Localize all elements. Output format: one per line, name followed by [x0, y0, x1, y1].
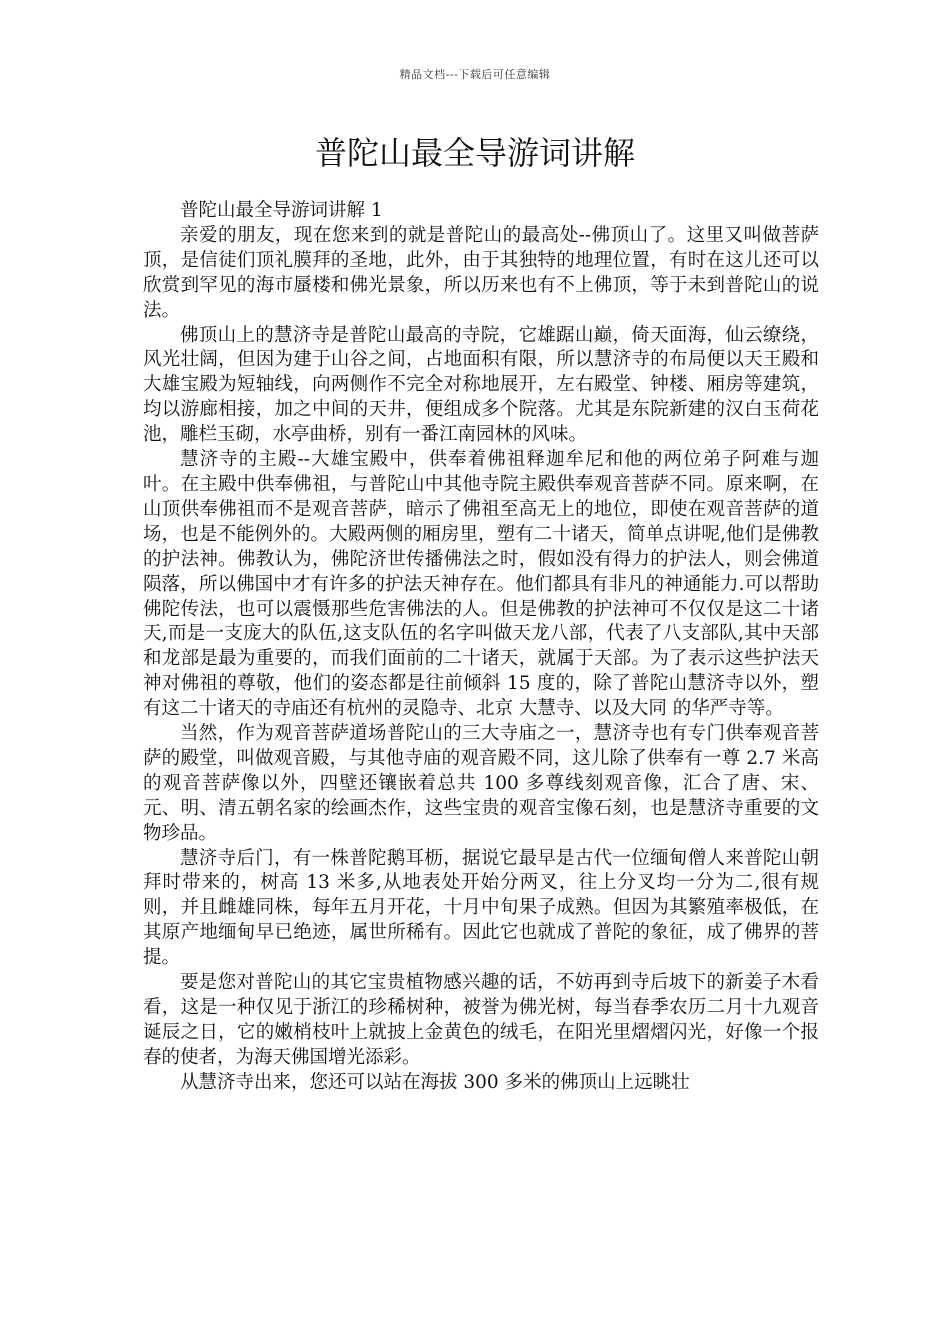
paragraph: 要是您对普陀山的其它宝贵植物感兴趣的话，不妨再到寺后坡下的新姜子木看看，这是一种仅见于浙江的珍稀树种，被誉为佛光树，每当春季农历二月十九观音诞辰之日，它的嫩梢枝叶上就披上金黄色的绒毛，在阳光里熠熠闪光，好像一个报春的使者，为海天佛国增光添彩。 — [143, 972, 819, 1068]
paragraph: 亲爱的朋友，现在您来到的就是普陀山的最高处--佛顶山了。这里又叫做菩萨顶，是信徒们顶礼膜拜的圣地，此外，由于其独特的地理位置，有时在这儿还可以欣赏到罕见的海市蜃楼和佛光景象，所以历来也有不上佛顶，等于未到普陀山的说法。 — [143, 224, 819, 321]
paragraph: 佛顶山上的慧济寺是普陀山最高的寺院，它雄踞山巅，倚天面海，仙云缭绕，风光壮阔，但因为建于山谷之间，占地面积有限，所以慧济寺的布局便以天王殿和大雄宝殿为短轴线，向两侧作不完全对称地展开，左右殿堂、钟楼、厢房等建筑，均以游廊相接，加之中间的天井，便组成多个院落。尤其是东院新建的汉白玉荷花池，雕栏玉砌，水亭曲桥，别有一番江南园林的风味。 — [143, 324, 819, 446]
header-note: 精品文档---下载后可任意编辑 — [399, 68, 551, 81]
paragraph: 慧济寺后门，有一株普陀鹅耳枥，据说它最早是古代一位缅甸僧人来普陀山朝拜时带来的，树高 13 米多,从地表处开始分两叉，往上分叉均一分为二,很有规则，并且雌雄同株，每年五月开花，十月中旬果子成熟。但因为其繁殖率极低，在其原产地缅甸早已绝迹，属世所稀有。因此它也就成了普陀的象征，成了佛界的菩提。 — [143, 847, 819, 969]
paragraph: 当然，作为观音菩萨道场普陀山的三大寺庙之一，慧济寺也有专门供奉观音菩萨的殿堂，叫做观音殿，与其他寺庙的观音殿不同，这儿除了供奉有一尊 2.7 米高的观音菩萨像以外，四壁还镶嵌着总共 100 多尊线刻观音像，汇合了唐、宋、元、明、清五朝名家的绘画杰作，这些宝贵的观音宝像石刻，也是慧济寺重要的文物珍品。 — [143, 723, 819, 844]
document-body — [143, 199, 819, 1096]
paragraph: 从慧济寺出来，您还可以站在海拔 300 多米的佛顶山上远眺壮 — [180, 1071, 690, 1093]
paragraph-subtitle: 普陀山最全导游词讲解 1 — [180, 200, 383, 221]
document-title: 普陀山最全导游词讲解 — [314, 134, 635, 172]
paragraph: 慧济寺的主殿--大雄宝殿中，供奉着佛祖释迦牟尼和他的两位弟子阿难与迦叶。在主殿中供奉佛祖，与普陀山中其他寺院主殿供奉观音菩萨不同。原来啊，在山顶供奉佛祖而不是观音菩萨，暗示了佛祖至高无上的地位，即使在观音菩萨的道场，也是不能例外的。大殿两侧的厢房里，塑有二十诸天，简单点讲呢,他们是佛教的护法神。佛教认为，佛陀济世传播佛法之时，假如没有得力的护法人，则会佛道陨落，所以佛国中才有许多的护法天神存在。他们都具有非凡的神通能力.可以帮助佛陀传法，也可以震慑那些危害佛法的人。但是佛教的护法神可不仅仅是这二十诸天,而是一支庞大的队伍,这支队伍的名字叫做天龙八部，代表了八支部队,其中天部和龙部是最为重要的，而我们面前的二十诸天，就属于天部。为了表示这些护法天神对佛祖的尊敬，他们的姿态都是往前倾斜 15 度的，除了普陀山慧济寺以外，塑有这二十诸天的寺庙还有杭州的灵隐寺、北京 大慧寺、以及大同 的华严寺等。 — [143, 449, 819, 720]
